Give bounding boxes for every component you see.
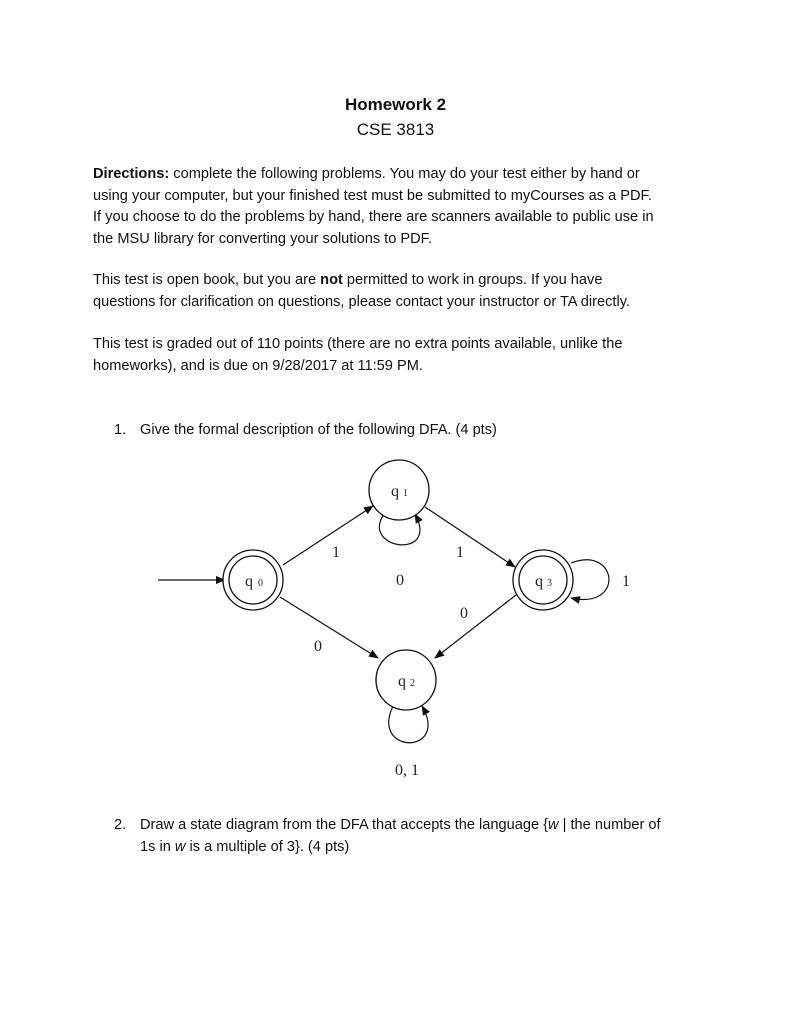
state-q0-sub: 0 xyxy=(258,578,263,589)
question-2-text-d: is a multiple of 3}. (4 pts) xyxy=(185,838,350,855)
transition-q0-q2 xyxy=(280,597,378,658)
policy-line-1b: permitted to work in groups. If you have xyxy=(342,272,603,288)
policy-line-2: questions for clarification on questions, please contact your instructor or TA directly. xyxy=(93,293,630,310)
directions-line-3: If you choose to do the problems by hand, there are scanners available to public use in xyxy=(93,209,654,225)
transition-q0-q1 xyxy=(283,506,373,565)
label-q0-q1: 1 xyxy=(332,544,340,561)
state-q3 xyxy=(513,550,573,610)
label-q2-loop: 0, 1 xyxy=(395,762,419,779)
label-q0-q2: 0 xyxy=(314,638,322,655)
document-title: Homework 2 xyxy=(344,95,447,114)
directions-line-1: complete the following problems. You may do your test either by hand or xyxy=(169,166,640,182)
state-q3-sub: 3 xyxy=(547,578,552,589)
question-2-text-c: 1s in xyxy=(140,838,175,855)
question-2-w-1: w xyxy=(548,817,559,833)
label-q3-q2: 0 xyxy=(460,605,468,622)
grading-line-2: homeworks), and is due on 9/28/2017 at 11:59 PM. xyxy=(93,357,423,374)
policy-not-bold: not xyxy=(320,272,343,288)
loop-q3 xyxy=(571,560,609,600)
grading-line-1: This test is graded out of 110 points (there are no extra points available, unlike the xyxy=(93,336,623,352)
question-2 xyxy=(114,815,661,858)
question-2-number: 2. xyxy=(114,817,127,833)
label-q1-loop: 0 xyxy=(396,572,404,589)
state-q3-name: q xyxy=(535,573,543,590)
state-q0-name: q xyxy=(245,573,253,590)
directions-line-2: using your computer, but your finished test must be submitted to myCourses as a PDF. xyxy=(93,187,652,204)
question-2-text-a: Draw a state diagram from the DFA that accepts the language { xyxy=(140,817,549,833)
state-q1-sub: 1 xyxy=(403,488,408,499)
directions-line-4: the MSU library for converting your solutions to PDF. xyxy=(93,230,433,247)
state-q2 xyxy=(376,650,436,710)
course-code: CSE 3813 xyxy=(356,120,435,139)
transition-q1-q3 xyxy=(425,507,515,567)
directions-label: Directions: xyxy=(93,166,170,182)
transition-q3-q2 xyxy=(435,595,516,658)
label-q3-loop: 1 xyxy=(622,573,630,590)
question-1-text: Give the formal description of the following DFA. (4 pts) xyxy=(140,422,497,438)
question-1-number: 1. xyxy=(114,422,127,438)
question-2-w-2: w xyxy=(174,838,186,855)
policy-line-1a: This test is open book, but you are xyxy=(93,272,321,288)
loop-q2 xyxy=(389,706,428,743)
state-q0 xyxy=(223,550,283,610)
state-q2-sub: 2 xyxy=(410,678,415,689)
state-q1 xyxy=(369,460,429,520)
state-q1-name: q xyxy=(391,483,399,500)
state-q2-name: q xyxy=(398,673,406,690)
question-2-text-b: | the number of xyxy=(558,817,661,833)
label-q1-q3: 1 xyxy=(456,544,464,561)
